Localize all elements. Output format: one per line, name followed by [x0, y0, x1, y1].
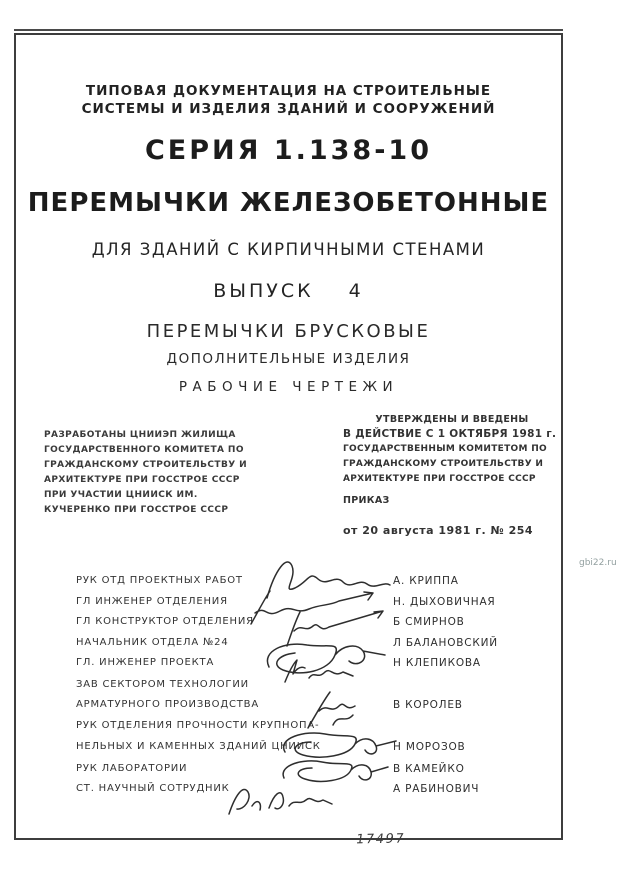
signatory-role: ГЛ ИНЖЕНЕР ОТДЕЛЕНИЯ — [76, 596, 228, 607]
doc-category-line2: СИСТЕМЫ И ИЗДЕЛИЯ ЗДАНИЙ И СООРУЖЕНИЙ — [81, 101, 496, 117]
signature-rabinovich — [229, 789, 332, 814]
signatory-role: НАЧАЛЬНИК ОТДЕЛА №24 — [76, 637, 229, 648]
signatory-name: Н КЛЕПИКОВА — [393, 657, 481, 669]
signature-morozov — [284, 733, 396, 757]
signatory-role: АРМАТУРНОГО ПРОИЗВОДСТВА — [76, 699, 259, 710]
signatory-name: Л БАЛАНОВСКИЙ — [393, 637, 498, 649]
developed-by-line: ГРАЖДАНСКОМУ СТРОИТЕЛЬСТВУ И — [44, 460, 248, 470]
frame-top-line — [14, 29, 563, 31]
subtitle: ДЛЯ ЗДАНИЙ С КИРПИЧНЫМИ СТЕНАМИ — [91, 240, 486, 259]
order-value: от 20 августа 1981 г. № 254 — [343, 524, 534, 537]
series-title: СЕРИЯ 1.138-10 — [144, 135, 433, 166]
signatory-role: СТ. НАУЧНЫЙ СОТРУДНИК — [76, 783, 230, 794]
approved-by-line: УТВЕРЖДЕНЫ И ВВЕДЕНЫ — [375, 414, 529, 425]
approved-by-line: ГОСУДАРСТВЕННЫМ КОМИТЕТОМ ПО — [343, 444, 547, 454]
watermark-label: gbi22.ru — [579, 558, 617, 568]
approved-by-line: ГРАЖДАНСКОМУ СТРОИТЕЛЬСТВУ И — [343, 459, 544, 469]
approved-by-line: АРХИТЕКТУРЕ ПРИ ГОССТРОЕ СССР — [343, 474, 536, 484]
signatory-role: НЕЛЬНЫХ И КАМЕННЫХ ЗДАНИЙ ЦНИИСК — [76, 741, 321, 752]
signatory-role: ГЛ КОНСТРУКТОР ОТДЕЛЕНИЯ — [76, 616, 254, 627]
doc-type-title: РАБОЧИЕ ЧЕРТЕЖИ — [178, 379, 399, 395]
signatory-name: Н. ДЫХОВИЧНАЯ — [393, 596, 496, 608]
signatory-name: Б СМИРНОВ — [393, 616, 465, 628]
signature-klepikova — [285, 660, 353, 682]
signatures-overlay — [215, 550, 415, 820]
signatory-name: А РАБИНОВИЧ — [393, 783, 480, 795]
signatory-role: ГЛ. ИНЖЕНЕР ПРОЕКТА — [76, 657, 215, 668]
signatory-name: В КАМЕЙКО — [393, 763, 465, 775]
signature-kameyko — [283, 761, 388, 781]
doc-category-line1: ТИПОВАЯ ДОКУМЕНТАЦИЯ НА СТРОИТЕЛЬНЫЕ — [85, 83, 492, 99]
signatory-role: ЗАВ СЕКТОРОМ ТЕХНОЛОГИИ — [76, 679, 249, 690]
issue-title: ВЫПУСК 4 — [213, 280, 364, 302]
signature-smirnov — [287, 611, 383, 646]
developed-by-line: ГОСУДАРСТВЕННОГО КОМИТЕТА ПО — [44, 445, 244, 455]
order-label: ПРИКАЗ — [343, 495, 390, 506]
subsection-title: ДОПОЛНИТЕЛЬНЫЕ ИЗДЕЛИЯ — [166, 351, 411, 367]
signatory-name: В КОРОЛЕВ — [393, 699, 463, 711]
approved-by-block — [343, 412, 561, 538]
print-number: 17497 — [354, 831, 407, 848]
signatory-name: Н МОРОЗОВ — [393, 741, 466, 753]
developed-by-block — [44, 428, 254, 518]
signatory-role: РУК ОТД ПРОЕКТНЫХ РАБОТ — [76, 575, 243, 586]
approved-by-line: В ДЕЙСТВИЕ С 1 ОКТЯБРЯ 1981 г. — [343, 428, 557, 440]
main-title: ПЕРЕМЫЧКИ ЖЕЛЕЗОБЕТОННЫЕ — [27, 188, 550, 218]
signatory-role: РУК ОТДЕЛЕНИЯ ПРОЧНОСТИ КРУПНОПА- — [76, 720, 320, 731]
developed-by-line: АРХИТЕКТУРЕ ПРИ ГОССТРОЕ СССР — [44, 475, 240, 485]
developed-by-line: КУЧЕРЕНКО ПРИ ГОССТРОЕ СССР — [44, 505, 229, 515]
developed-by-line: ПРИ УЧАСТИИ ЦНИИСК ИМ. — [44, 490, 198, 500]
signatory-role: РУК ЛАБОРАТОРИИ — [76, 763, 188, 774]
signatory-name: А. КРИППА — [393, 575, 459, 587]
signature-korolev — [308, 692, 355, 728]
signature-balanovskiy — [267, 644, 385, 673]
order-line — [343, 493, 561, 538]
developed-by-line: РАЗРАБОТАНЫ ЦНИИЭП ЖИЛИЩА — [44, 430, 236, 440]
section-title: ПЕРЕМЫЧКИ БРУСКОВЫЕ — [146, 321, 431, 342]
